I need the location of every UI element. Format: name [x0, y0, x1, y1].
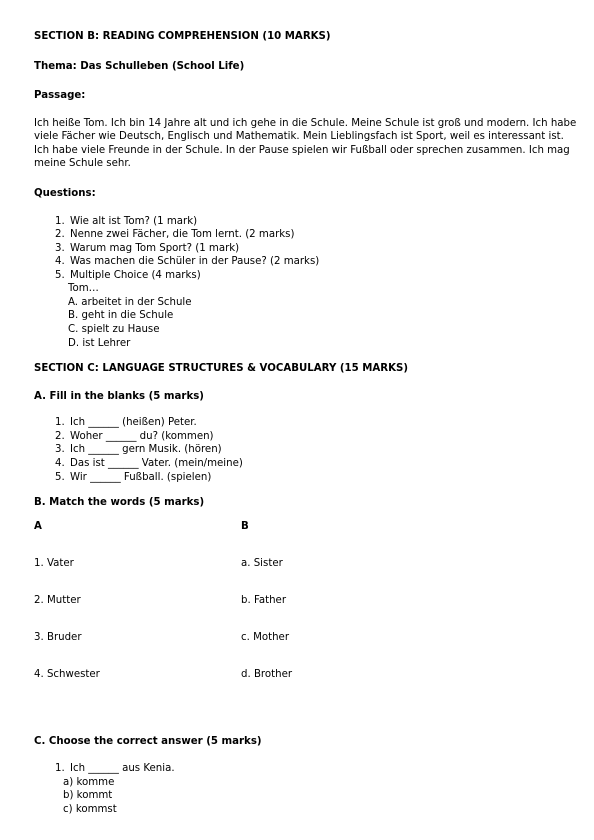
fill-item: 3. Ich ______ gern Musik. (hören): [68, 443, 582, 457]
match-word-b: d. Brother: [241, 668, 293, 680]
choose-title: C. Choose the correct answer (5 marks): [34, 735, 262, 747]
choose-option: c) kommst: [63, 803, 117, 815]
match-word-b: b. Father: [241, 594, 287, 606]
document-page: [34, 30, 582, 816]
theme-heading: Thema: Das Schulleben (School Life): [34, 60, 245, 72]
passage-text: Ich heiße Tom. Ich bin 14 Jahre alt und ich gehe in die Schule. Meine Schule ist groß und modern. Ich habe viele Fächer wie Deutsch, Englisch und Mathematik. Mein Lieblingsfach ist Sport, weil es interessant ist. Ich habe viele Freunde in der Schule. In der Pause spielen wir Fußball oder sprechen zusammen. Ich mag meine Schule sehr.: [34, 117, 577, 170]
match-word-a: 4. Schwester: [34, 668, 100, 680]
question-item: 4. Was machen die Schüler in der Pause? (2 marks): [68, 255, 582, 269]
choose-option: b) kommt: [63, 790, 113, 802]
match-word-b: c. Mother: [241, 631, 290, 643]
question-item: 3. Warum mag Tom Sport? (1 mark): [68, 242, 582, 256]
fill-blanks-title: A. Fill in the blanks (5 marks): [34, 390, 204, 402]
match-word-a: 2. Mutter: [34, 594, 81, 606]
passage-label: Passage:: [34, 90, 86, 102]
fill-item: 2. Woher ______ du? (kommen): [68, 430, 582, 444]
question-item: 5. Multiple Choice (4 marks): [68, 269, 582, 283]
questions-list: [34, 215, 582, 283]
match-word-a: 3. Bruder: [34, 631, 82, 643]
match-word-b: a. Sister: [241, 557, 283, 569]
section-c-title: SECTION C: LANGUAGE STRUCTURES & VOCABULARY (15 MARKS): [34, 363, 409, 375]
match-row: [34, 557, 582, 594]
fill-item: 1. Ich ______ (heißen) Peter.: [68, 416, 582, 430]
match-word-a: 1. Vater: [34, 557, 74, 569]
column-b-header: B: [241, 520, 249, 532]
questions-label: Questions:: [34, 187, 96, 199]
match-row: [34, 668, 582, 705]
question-item: 1. Wie alt ist Tom? (1 mark): [68, 215, 582, 229]
mc-option: B. geht in die Schule: [68, 310, 174, 322]
match-title: B. Match the words (5 marks): [34, 497, 205, 509]
column-a-header: A: [34, 520, 42, 532]
section-b-title: SECTION B: READING COMPREHENSION (10 MARKS): [34, 31, 331, 42]
choose-list: [34, 762, 582, 776]
mc-option: D. ist Lehrer: [68, 337, 131, 349]
fill-item: 4. Das ist ______ Vater. (mein/meine): [68, 457, 582, 471]
mc-stem: Tom…: [68, 283, 99, 295]
match-row: [34, 631, 582, 668]
choose-option: a) komme: [63, 776, 115, 788]
match-header-row: [34, 520, 582, 557]
mc-block: [68, 282, 582, 350]
choose-item: 1. Ich ______ aus Kenia.: [68, 762, 582, 776]
fill-item: 5. Wir ______ Fußball. (spielen): [68, 471, 582, 485]
choose-options: [63, 776, 582, 817]
mc-option: C. spielt zu Hause: [68, 324, 160, 335]
question-item: 2. Nenne zwei Fächer, die Tom lernt. (2 marks): [68, 228, 582, 242]
fill-blanks-list: [34, 416, 582, 484]
mc-option: A. arbeitet in der Schule: [68, 296, 192, 308]
match-row: [34, 594, 582, 631]
